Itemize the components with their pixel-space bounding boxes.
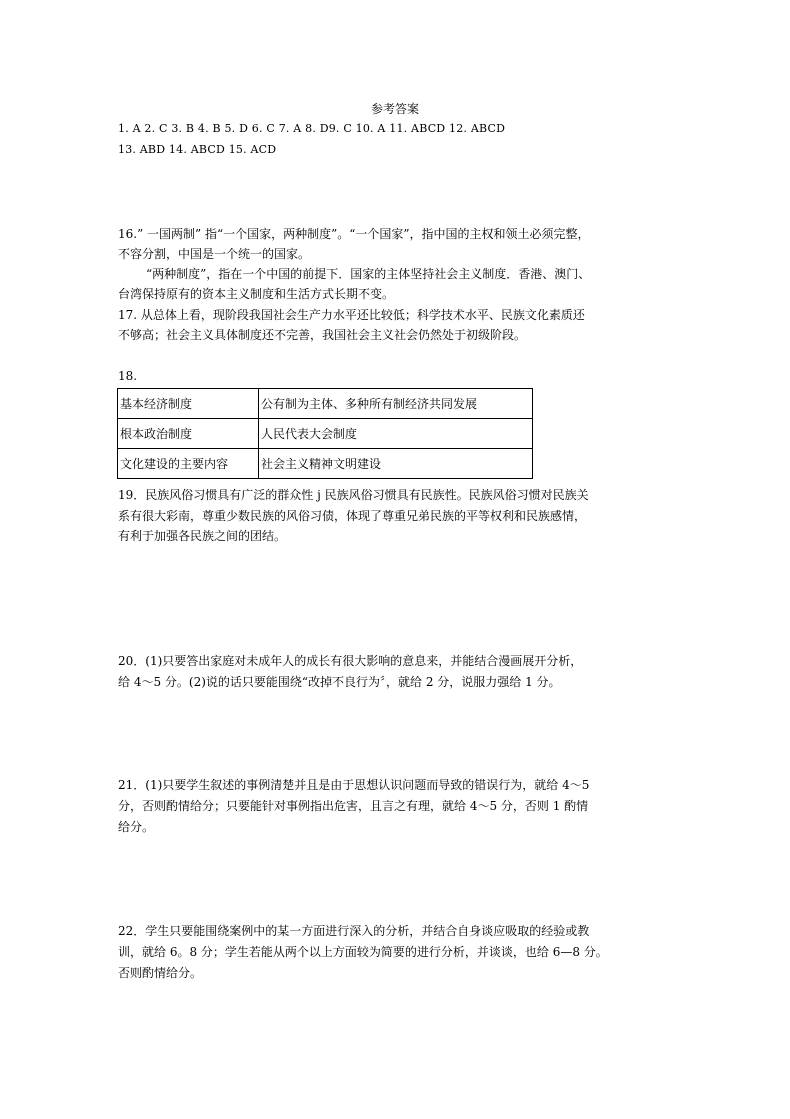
q22-line-2: 训，就给 6。8 分；学生若能从两个以上方面较为简要的进行分析，并谈谈，也给 6—8 分。	[118, 945, 608, 959]
q18-label: 18.	[118, 369, 138, 383]
q17-line-1: 17. 从总体上看，现阶段我国社会生产力水平还比较低；科学技术水平、民族文化素质还	[118, 308, 585, 322]
q17-line-2: 不够高；社会主义具体制度还不完善，我国社会主义社会仍然处于初级阶段。	[118, 328, 527, 342]
q21-line-2: 分，否则酌情给分；只要能针对事例指出危害，且言之有理，就给 4～5 分，否则 1 酌情	[118, 799, 589, 813]
q16-line-2: 不容分割，中国是一个统一的国家。	[118, 247, 311, 261]
answers-line-1: 1. A 2. C 3. B 4. B 5. D 6. C 7. A 8. D9. C 10. A 11. ABCD 12. ABCD	[118, 122, 506, 135]
answers-line-2: 13. ABD 14. ABCD 15. ACD	[118, 143, 277, 156]
q18-table	[117, 388, 533, 479]
q16-line-3: “两种制度”，指在一个中国的前提下．国家的主体坚持社会主义制度．香港、澳门、	[146, 267, 591, 281]
table-cell-key: 基本经济制度	[118, 389, 259, 419]
q19-line-3: 有利于加强各民族之间的团结。	[118, 529, 287, 543]
q19-line-2: 系有很大彩南，尊重少数民族的风俗习债，体现了尊重兄弟民族的平等权利和民族感情，	[118, 509, 587, 523]
table-row	[118, 389, 533, 419]
q21-line-1: 21．(1)只要学生叙述的事例清楚并且是由于思想认识问题而导致的错误行为，就给 4～5	[118, 778, 590, 792]
table-cell-value: 人民代表大会制度	[259, 419, 533, 449]
q22-line-3: 否则酌情给分。	[118, 966, 203, 980]
q19-line-1: 19．民族风俗习惯具有广泛的群众性 j 民族风俗习惯具有民族性。民族风俗习惯对民族关	[118, 488, 589, 502]
table-cell-value: 社会主义精神文明建设	[259, 449, 533, 479]
q20-line-2: 给 4～5 分。(2)说的话只要能围绕“改掉不良行为〞，就给 2 分，说服力强给 1 分。	[118, 675, 561, 689]
table-row	[118, 419, 533, 449]
q16-line-1: 16.” 一国两制” 指“一个国家，两种制度”。“一个国家”，指中国的主权和领土必须完整，	[118, 227, 590, 241]
q21-line-3: 给分。	[118, 820, 155, 834]
q20-line-1: 20．(1)只要答出家庭对未成年人的成长有很大影响的意息来，并能结合漫画展开分析，	[118, 654, 583, 668]
table-cell-key: 根本政治制度	[118, 419, 259, 449]
table-cell-key: 文化建设的主要内容	[118, 449, 259, 479]
q22-line-1: 22．学生只要能围绕案例中的某一方面进行深入的分析，并结合自身谈应吸取的经验或教	[118, 924, 590, 938]
page-title: 参考答案	[370, 102, 419, 116]
table-cell-value: 公有制为主体、多种所有制经济共同发展	[259, 389, 533, 419]
table-row	[118, 449, 533, 479]
q16-line-4: 台湾保持原有的资本主义制度和生活方式长期不变。	[118, 287, 395, 301]
